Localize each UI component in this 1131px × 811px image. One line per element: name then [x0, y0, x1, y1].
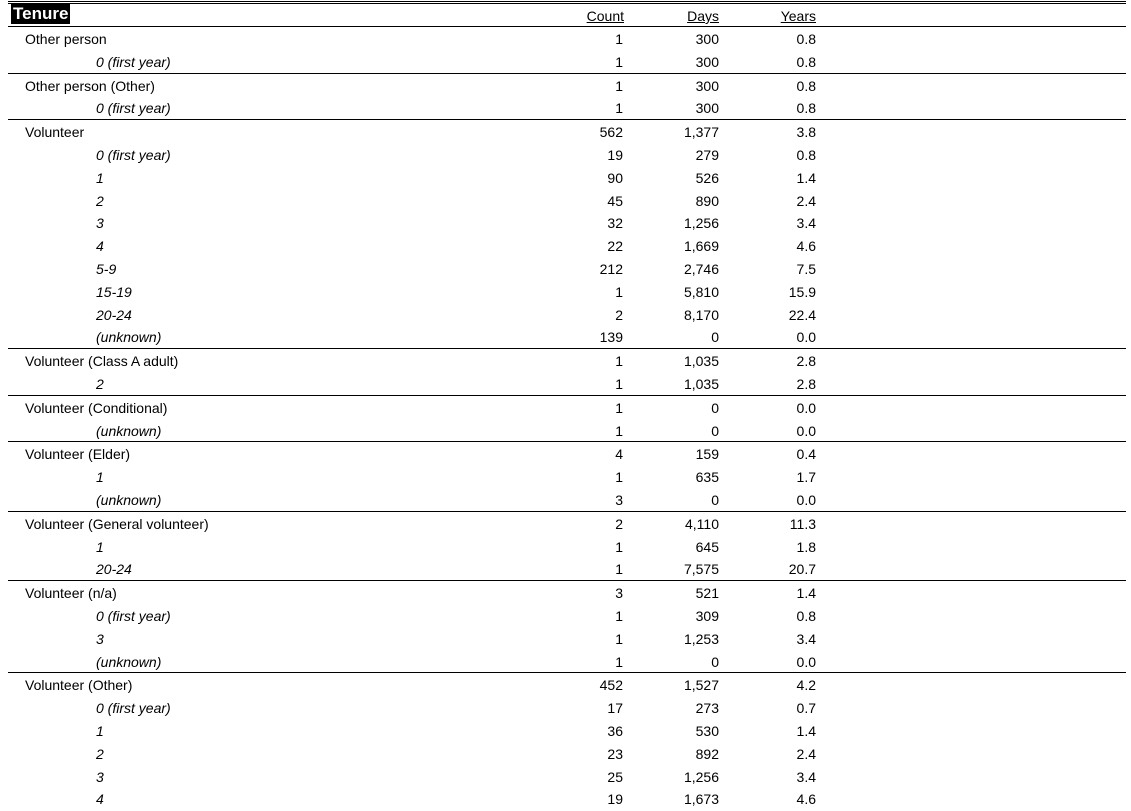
- table-row: [0, 696, 1131, 719]
- row-label: 0 (first year): [96, 700, 171, 717]
- col-header-years[interactable]: Years: [780, 8, 816, 24]
- days-cell: 890: [695, 192, 719, 209]
- row-label: 2: [96, 192, 104, 209]
- row-label: 0 (first year): [96, 100, 171, 117]
- years-cell: 0.8: [796, 100, 816, 117]
- days-cell: 1,669: [683, 238, 719, 255]
- table-row: [0, 765, 1131, 788]
- row-label: 20-24: [96, 561, 132, 578]
- count-cell: 3: [615, 491, 623, 508]
- count-cell: 1: [615, 630, 623, 647]
- group-row: [8, 26, 1126, 50]
- row-label: 5-9: [96, 260, 117, 277]
- years-cell: 15.9: [788, 283, 816, 300]
- years-cell: 3.4: [796, 215, 816, 232]
- count-cell: 1: [615, 561, 623, 578]
- table-row: [0, 325, 1131, 348]
- row-label: 0 (first year): [96, 607, 171, 624]
- years-cell: 0.0: [796, 491, 816, 508]
- years-cell: 0.0: [796, 422, 816, 439]
- count-cell: 1: [615, 469, 623, 486]
- years-cell: 2.4: [796, 192, 816, 209]
- row-label: 1: [96, 538, 104, 555]
- count-cell: 1: [615, 399, 623, 416]
- days-cell: 4,110: [685, 515, 719, 532]
- days-cell: 159: [695, 446, 719, 463]
- years-cell: 0.8: [796, 607, 816, 624]
- days-cell: 0: [711, 422, 719, 439]
- table-row: [0, 742, 1131, 765]
- years-cell: 0.8: [796, 77, 816, 94]
- row-label: 4: [96, 791, 104, 808]
- count-cell: 19: [607, 791, 623, 808]
- years-cell: 2.4: [796, 745, 816, 762]
- years-cell: 0.4: [796, 446, 816, 463]
- count-cell: 1: [615, 283, 623, 300]
- row-label: 2: [96, 375, 104, 392]
- days-cell: 0: [711, 491, 719, 508]
- years-cell: 3.4: [796, 768, 816, 785]
- row-label: 1: [96, 169, 104, 186]
- group-row: [8, 441, 1126, 465]
- count-cell: 4: [615, 446, 623, 463]
- table-row: [0, 257, 1131, 280]
- count-cell: 1: [615, 353, 623, 370]
- table-row: [0, 96, 1131, 119]
- count-cell: 25: [607, 768, 623, 785]
- report-title: Tenure: [13, 4, 69, 23]
- group-row: [8, 73, 1126, 97]
- years-cell: 0.0: [796, 329, 816, 346]
- row-label: 2: [96, 745, 104, 762]
- count-cell: 1: [615, 77, 623, 94]
- table-row: [0, 719, 1131, 742]
- count-cell: 17: [607, 700, 623, 717]
- group-row: [8, 580, 1126, 604]
- days-cell: 1,035: [683, 375, 719, 392]
- row-label: 4: [96, 238, 104, 255]
- row-label: 0 (first year): [96, 146, 171, 163]
- table-row: [0, 650, 1131, 673]
- days-cell: 526: [695, 169, 719, 186]
- count-cell: 19: [607, 146, 623, 163]
- days-cell: 1,256: [683, 768, 719, 785]
- count-cell: 452: [599, 677, 623, 694]
- days-cell: 645: [695, 538, 719, 555]
- days-cell: 530: [695, 722, 719, 739]
- row-label: Volunteer (Conditional): [25, 399, 168, 416]
- years-cell: 1.4: [796, 722, 816, 739]
- days-cell: 8,170: [683, 306, 719, 323]
- years-cell: 1.4: [796, 169, 816, 186]
- years-cell: 0.7: [796, 700, 816, 717]
- days-cell: 309: [695, 607, 719, 624]
- count-cell: 1: [615, 100, 623, 117]
- days-cell: 0: [711, 653, 719, 670]
- count-cell: 1: [615, 422, 623, 439]
- days-cell: 1,035: [683, 353, 719, 370]
- days-cell: 300: [695, 53, 719, 70]
- table-row: [0, 280, 1131, 303]
- col-header-count[interactable]: Count: [586, 8, 624, 24]
- count-cell: 3: [615, 585, 623, 602]
- years-cell: 3.8: [796, 124, 816, 141]
- count-cell: 212: [599, 260, 623, 277]
- table-row: [0, 627, 1131, 650]
- row-label: Volunteer (Other): [25, 677, 133, 694]
- count-cell: 562: [599, 124, 623, 141]
- count-cell: 23: [607, 745, 623, 762]
- row-label: 20-24: [96, 306, 132, 323]
- count-cell: 1: [615, 375, 623, 392]
- count-cell: 1: [615, 53, 623, 70]
- row-label: Volunteer (Elder): [25, 446, 131, 463]
- group-row: [8, 119, 1126, 143]
- row-label: 1: [96, 722, 104, 739]
- row-label: Other person: [25, 31, 107, 47]
- years-cell: 22.4: [788, 306, 816, 323]
- count-cell: 2: [615, 515, 623, 532]
- group-row: [8, 672, 1126, 696]
- row-label: (unknown): [96, 422, 162, 439]
- years-cell: 1.8: [796, 538, 816, 555]
- years-cell: 0.0: [796, 399, 816, 416]
- top-rule: [8, 1, 1126, 2]
- count-cell: 90: [607, 169, 623, 186]
- row-label: (unknown): [96, 329, 162, 346]
- row-label: (unknown): [96, 491, 162, 508]
- years-cell: 2.8: [796, 353, 816, 370]
- years-cell: 4.2: [796, 677, 816, 694]
- count-cell: 1: [615, 653, 623, 670]
- group-row: [8, 395, 1126, 419]
- group-row: [8, 348, 1126, 372]
- table-row: [0, 303, 1131, 326]
- row-label: 0 (first year): [96, 53, 171, 70]
- count-cell: 45: [607, 192, 623, 209]
- count-cell: 32: [607, 215, 623, 232]
- col-header-days[interactable]: Days: [687, 8, 719, 24]
- days-cell: 0: [711, 399, 719, 416]
- years-cell: 4.6: [796, 238, 816, 255]
- count-cell: 1: [615, 31, 623, 47]
- days-cell: 1,256: [683, 215, 719, 232]
- days-cell: 5,810: [683, 283, 719, 300]
- table-row: [0, 211, 1131, 234]
- table-row: [0, 557, 1131, 580]
- years-cell: 4.6: [796, 791, 816, 808]
- row-label: (unknown): [96, 653, 162, 670]
- table-row: [0, 604, 1131, 627]
- tenure-table: [0, 26, 1131, 810]
- row-label: 1: [96, 469, 104, 486]
- table-row: [0, 419, 1131, 442]
- row-label: Other person (Other): [25, 77, 155, 94]
- years-cell: 0.8: [796, 31, 816, 47]
- days-cell: 1,527: [683, 677, 719, 694]
- row-label: 3: [96, 630, 104, 647]
- years-cell: 1.7: [796, 469, 816, 486]
- table-row: [0, 189, 1131, 212]
- count-cell: 22: [607, 238, 623, 255]
- group-row: [8, 511, 1126, 535]
- count-cell: 2: [615, 306, 623, 323]
- days-cell: 300: [695, 77, 719, 94]
- row-label: Volunteer: [25, 124, 85, 141]
- years-cell: 0.8: [796, 146, 816, 163]
- days-cell: 1,673: [683, 791, 719, 808]
- table-row: [0, 372, 1131, 395]
- table-row: [0, 166, 1131, 189]
- years-cell: 7.5: [796, 260, 816, 277]
- table-row: [0, 488, 1131, 511]
- row-label: Volunteer (General volunteer): [25, 515, 209, 532]
- table-row: [0, 143, 1131, 166]
- years-cell: 0.8: [796, 53, 816, 70]
- table-row: [0, 465, 1131, 488]
- row-label: 3: [96, 215, 104, 232]
- row-label: Volunteer (Class A adult): [25, 353, 179, 370]
- row-label: 3: [96, 768, 104, 785]
- table-row: [0, 50, 1131, 73]
- years-cell: 20.7: [788, 561, 816, 578]
- years-cell: 0.0: [796, 653, 816, 670]
- years-cell: 11.3: [789, 515, 816, 532]
- count-cell: 1: [615, 607, 623, 624]
- row-label: 15-19: [96, 283, 132, 300]
- days-cell: 300: [695, 100, 719, 117]
- days-cell: 0: [711, 329, 719, 346]
- top-rule-inner: [8, 3, 1126, 4]
- days-cell: 635: [695, 469, 719, 486]
- days-cell: 1,253: [683, 630, 719, 647]
- count-cell: 139: [599, 329, 623, 346]
- table-row: [0, 535, 1131, 558]
- days-cell: 2,746: [683, 260, 719, 277]
- years-cell: 3.4: [796, 630, 816, 647]
- days-cell: 1,377: [683, 124, 719, 141]
- table-row: [0, 234, 1131, 257]
- count-cell: 36: [607, 722, 623, 739]
- days-cell: 521: [695, 585, 719, 602]
- count-cell: 1: [615, 538, 623, 555]
- days-cell: 7,575: [683, 561, 719, 578]
- days-cell: 300: [695, 31, 719, 47]
- days-cell: 273: [695, 700, 719, 717]
- days-cell: 279: [695, 146, 719, 163]
- years-cell: 2.8: [796, 375, 816, 392]
- years-cell: 1.4: [796, 585, 816, 602]
- table-row: [0, 787, 1131, 810]
- row-label: Volunteer (n/a): [25, 585, 117, 602]
- days-cell: 892: [695, 745, 719, 762]
